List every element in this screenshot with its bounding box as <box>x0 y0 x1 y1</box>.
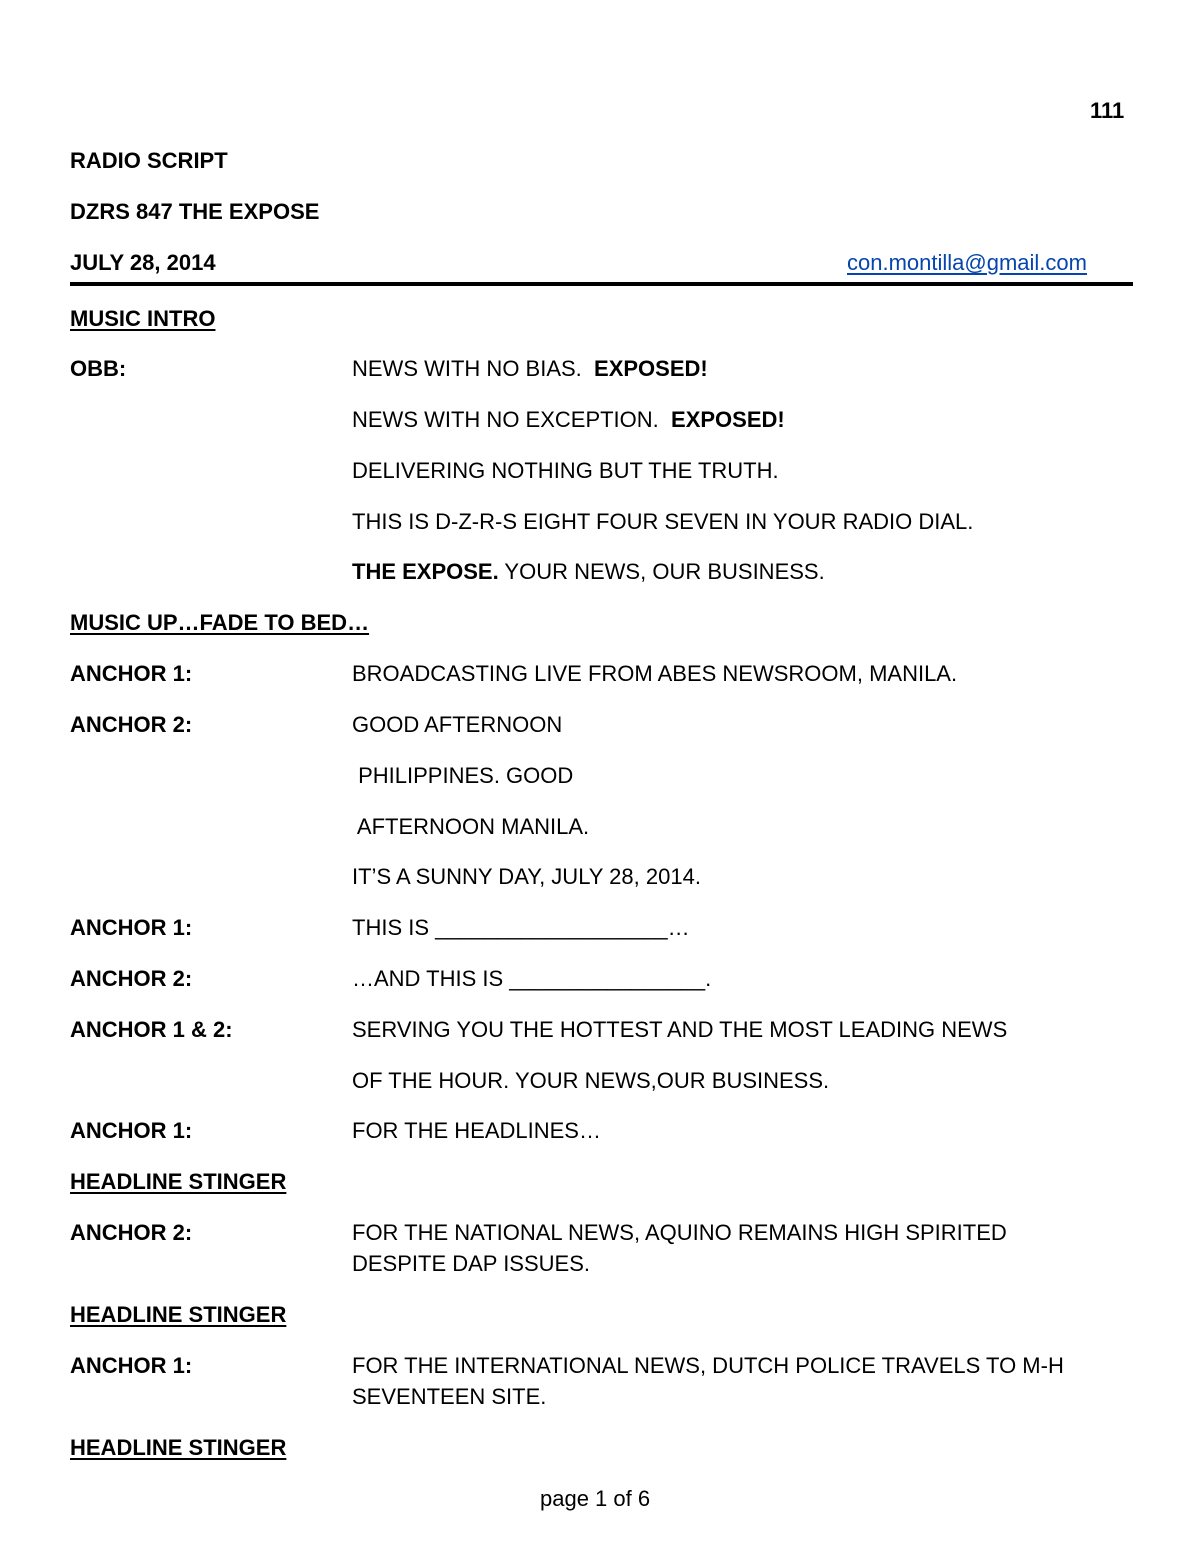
anchor-2-name-text: …AND THIS IS <box>352 966 510 991</box>
obb-line-3: DELIVERING NOTHING BUT THE TRUTH. <box>352 458 779 483</box>
speaker-obb: OBB: <box>70 356 127 381</box>
speaker-anchor-2: ANCHOR 2: <box>70 712 193 737</box>
script-date: JULY 28, 2014 <box>70 250 216 275</box>
obb-line-1-text: NEWS WITH NO BIAS. <box>352 356 595 381</box>
anchor-2-line-1: GOOD AFTERNOON <box>352 712 563 737</box>
speaker-anchor-2: ANCHOR 2: <box>70 1220 193 1245</box>
obb-line-4: THIS IS D-Z-R-S EIGHT FOUR SEVEN IN YOUR RADIO DIAL. <box>352 509 974 534</box>
anchor-1-name-text: THIS IS <box>352 915 436 940</box>
obb-line-5 <box>352 561 825 583</box>
anchor-2-line-2: PHILIPPINES. GOOD <box>352 763 574 788</box>
speaker-anchor-1-and-2: ANCHOR 1 & 2: <box>70 1017 233 1042</box>
anchor-1-name-end: … <box>667 915 690 940</box>
national-news-line-2: DESPITE DAP ISSUES. <box>352 1251 591 1276</box>
cue-headline-stinger: HEADLINE STINGER <box>70 1169 287 1194</box>
cue-music-intro: MUSIC INTRO <box>70 306 216 331</box>
speaker-anchor-1: ANCHOR 1: <box>70 915 193 940</box>
anchor-1-line: BROADCASTING LIVE FROM ABES NEWSROOM, MANILA. <box>352 661 958 686</box>
anchor-2-name-end: . <box>705 966 712 991</box>
email-link[interactable]: con.montilla@gmail.com <box>847 250 1087 275</box>
page-indicator: page 1 of 6 <box>540 1486 651 1511</box>
anchor-2-name-blank: ________________ <box>509 966 706 991</box>
obb-line-5-text: YOUR NEWS, OUR BUSINESS. <box>498 559 825 584</box>
speaker-anchor-2: ANCHOR 2: <box>70 966 193 991</box>
program-name: DZRS 847 THE EXPOSE <box>70 199 320 224</box>
anchor-2-name-line <box>352 968 711 990</box>
obb-line-1-bold: EXPOSED! <box>594 356 708 381</box>
obb-line-2-text: NEWS WITH NO EXCEPTION. <box>352 407 672 432</box>
anchor-2-line-4: IT’S A SUNNY DAY, JULY 28, 2014. <box>352 864 701 889</box>
script-title: RADIO SCRIPT <box>70 148 228 173</box>
cue-headline-stinger: HEADLINE STINGER <box>70 1435 287 1460</box>
obb-line-2 <box>352 409 785 431</box>
obb-line-2-bold: EXPOSED! <box>671 407 785 432</box>
speaker-anchor-1: ANCHOR 1: <box>70 1118 193 1143</box>
obb-line-5-bold: THE EXPOSE. <box>352 559 499 584</box>
obb-line-1 <box>352 358 708 380</box>
header-divider <box>70 282 1133 286</box>
anchor-1-headlines-line: FOR THE HEADLINES… <box>352 1118 601 1143</box>
speaker-anchor-1: ANCHOR 1: <box>70 661 193 686</box>
anchor-both-line-2: OF THE HOUR. YOUR NEWS,OUR BUSINESS. <box>352 1068 830 1093</box>
anchor-1-name-line <box>352 917 690 939</box>
international-news-line-1: FOR THE INTERNATIONAL NEWS, DUTCH POLICE TRAVELS TO M-H <box>352 1353 1064 1378</box>
page-number-top: 111 <box>1090 98 1125 123</box>
international-news-line-2: SEVENTEEN SITE. <box>352 1384 547 1409</box>
national-news-line-1: FOR THE NATIONAL NEWS, AQUINO REMAINS HIGH SPIRITED <box>352 1220 1007 1245</box>
anchor-2-line-3: AFTERNOON MANILA. <box>352 814 590 839</box>
speaker-anchor-1: ANCHOR 1: <box>70 1353 193 1378</box>
cue-music-up: MUSIC UP…FADE TO BED… <box>70 610 370 635</box>
anchor-both-line-1: SERVING YOU THE HOTTEST AND THE MOST LEADING NEWS <box>352 1017 1008 1042</box>
anchor-1-name-blank: ___________________ <box>435 915 668 940</box>
cue-headline-stinger: HEADLINE STINGER <box>70 1302 287 1327</box>
